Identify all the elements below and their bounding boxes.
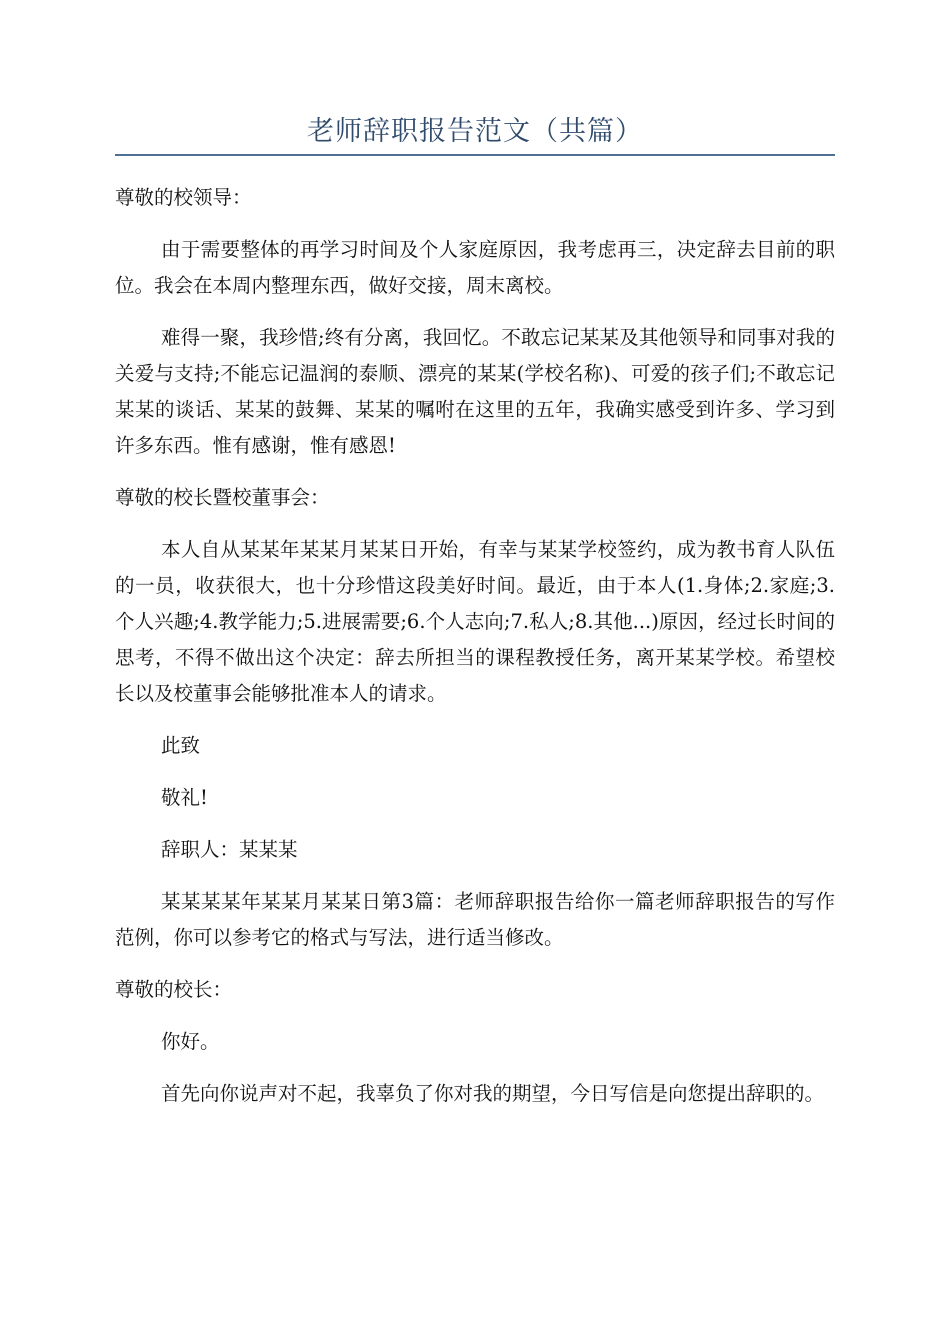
title-underline (115, 154, 835, 156)
closing-paragraph: 此致 (161, 734, 201, 757)
document-body (115, 180, 835, 1128)
body-paragraph: 难得一聚，我珍惜;终有分离，我回忆。不敢忘记某某及其他领导和同事对我的关爱与支持;不能忘记温润的泰顺、漂亮的某某(学校名称)、可爱的孩子们;不敢忘记某某的谈话、某某的鼓舞、某某的嘱咐在这里的五年，我确实感受到许多、学习到许多东西。惟有感谢，惟有感恩! (115, 326, 835, 457)
salutation-paragraph: 尊敬的校长： (115, 978, 233, 1001)
body-paragraph: 首先向你说声对不起，我辜负了你对我的期望，今日写信是向您提出辞职的。 (161, 1082, 825, 1105)
document-title: 老师辞职报告范文（共篇） (307, 116, 643, 147)
salutation-paragraph: 尊敬的校领导： (115, 186, 252, 209)
salutation-paragraph: 尊敬的校长暨校董事会： (115, 486, 330, 509)
body-paragraph: 由于需要整体的再学习时间及个人家庭原因，我考虑再三，决定辞去目前的职位。我会在本周内整理东西，做好交接，周末离校。 (115, 238, 835, 297)
body-paragraph: 本人自从某某年某某月某某日开始，有幸与某某学校签约，成为教书育人队伍的一员，收获很大，也十分珍惜这段美好时间。最近，由于本人(1.身体;2.家庭;3.个人兴趣;4.教学能力;5.进展需要;6.个人志向;7.私人;8.其他...)原因，经过长时间的思考，不得不做出这个决定：辞去所担当的课程教授任务，离开某某学校。希望校长以及校董事会能够批准本人的请求。 (115, 538, 835, 705)
signature-paragraph: 辞职人：某某某 (161, 838, 298, 861)
closing-paragraph: 敬礼! (161, 786, 208, 809)
body-paragraph: 某某某某年某某月某某日第3篇：老师辞职报告给你一篇老师辞职报告的写作范例，你可以参考它的格式与写法，进行适当修改。 (115, 890, 835, 949)
greeting-paragraph: 你好。 (161, 1030, 220, 1053)
